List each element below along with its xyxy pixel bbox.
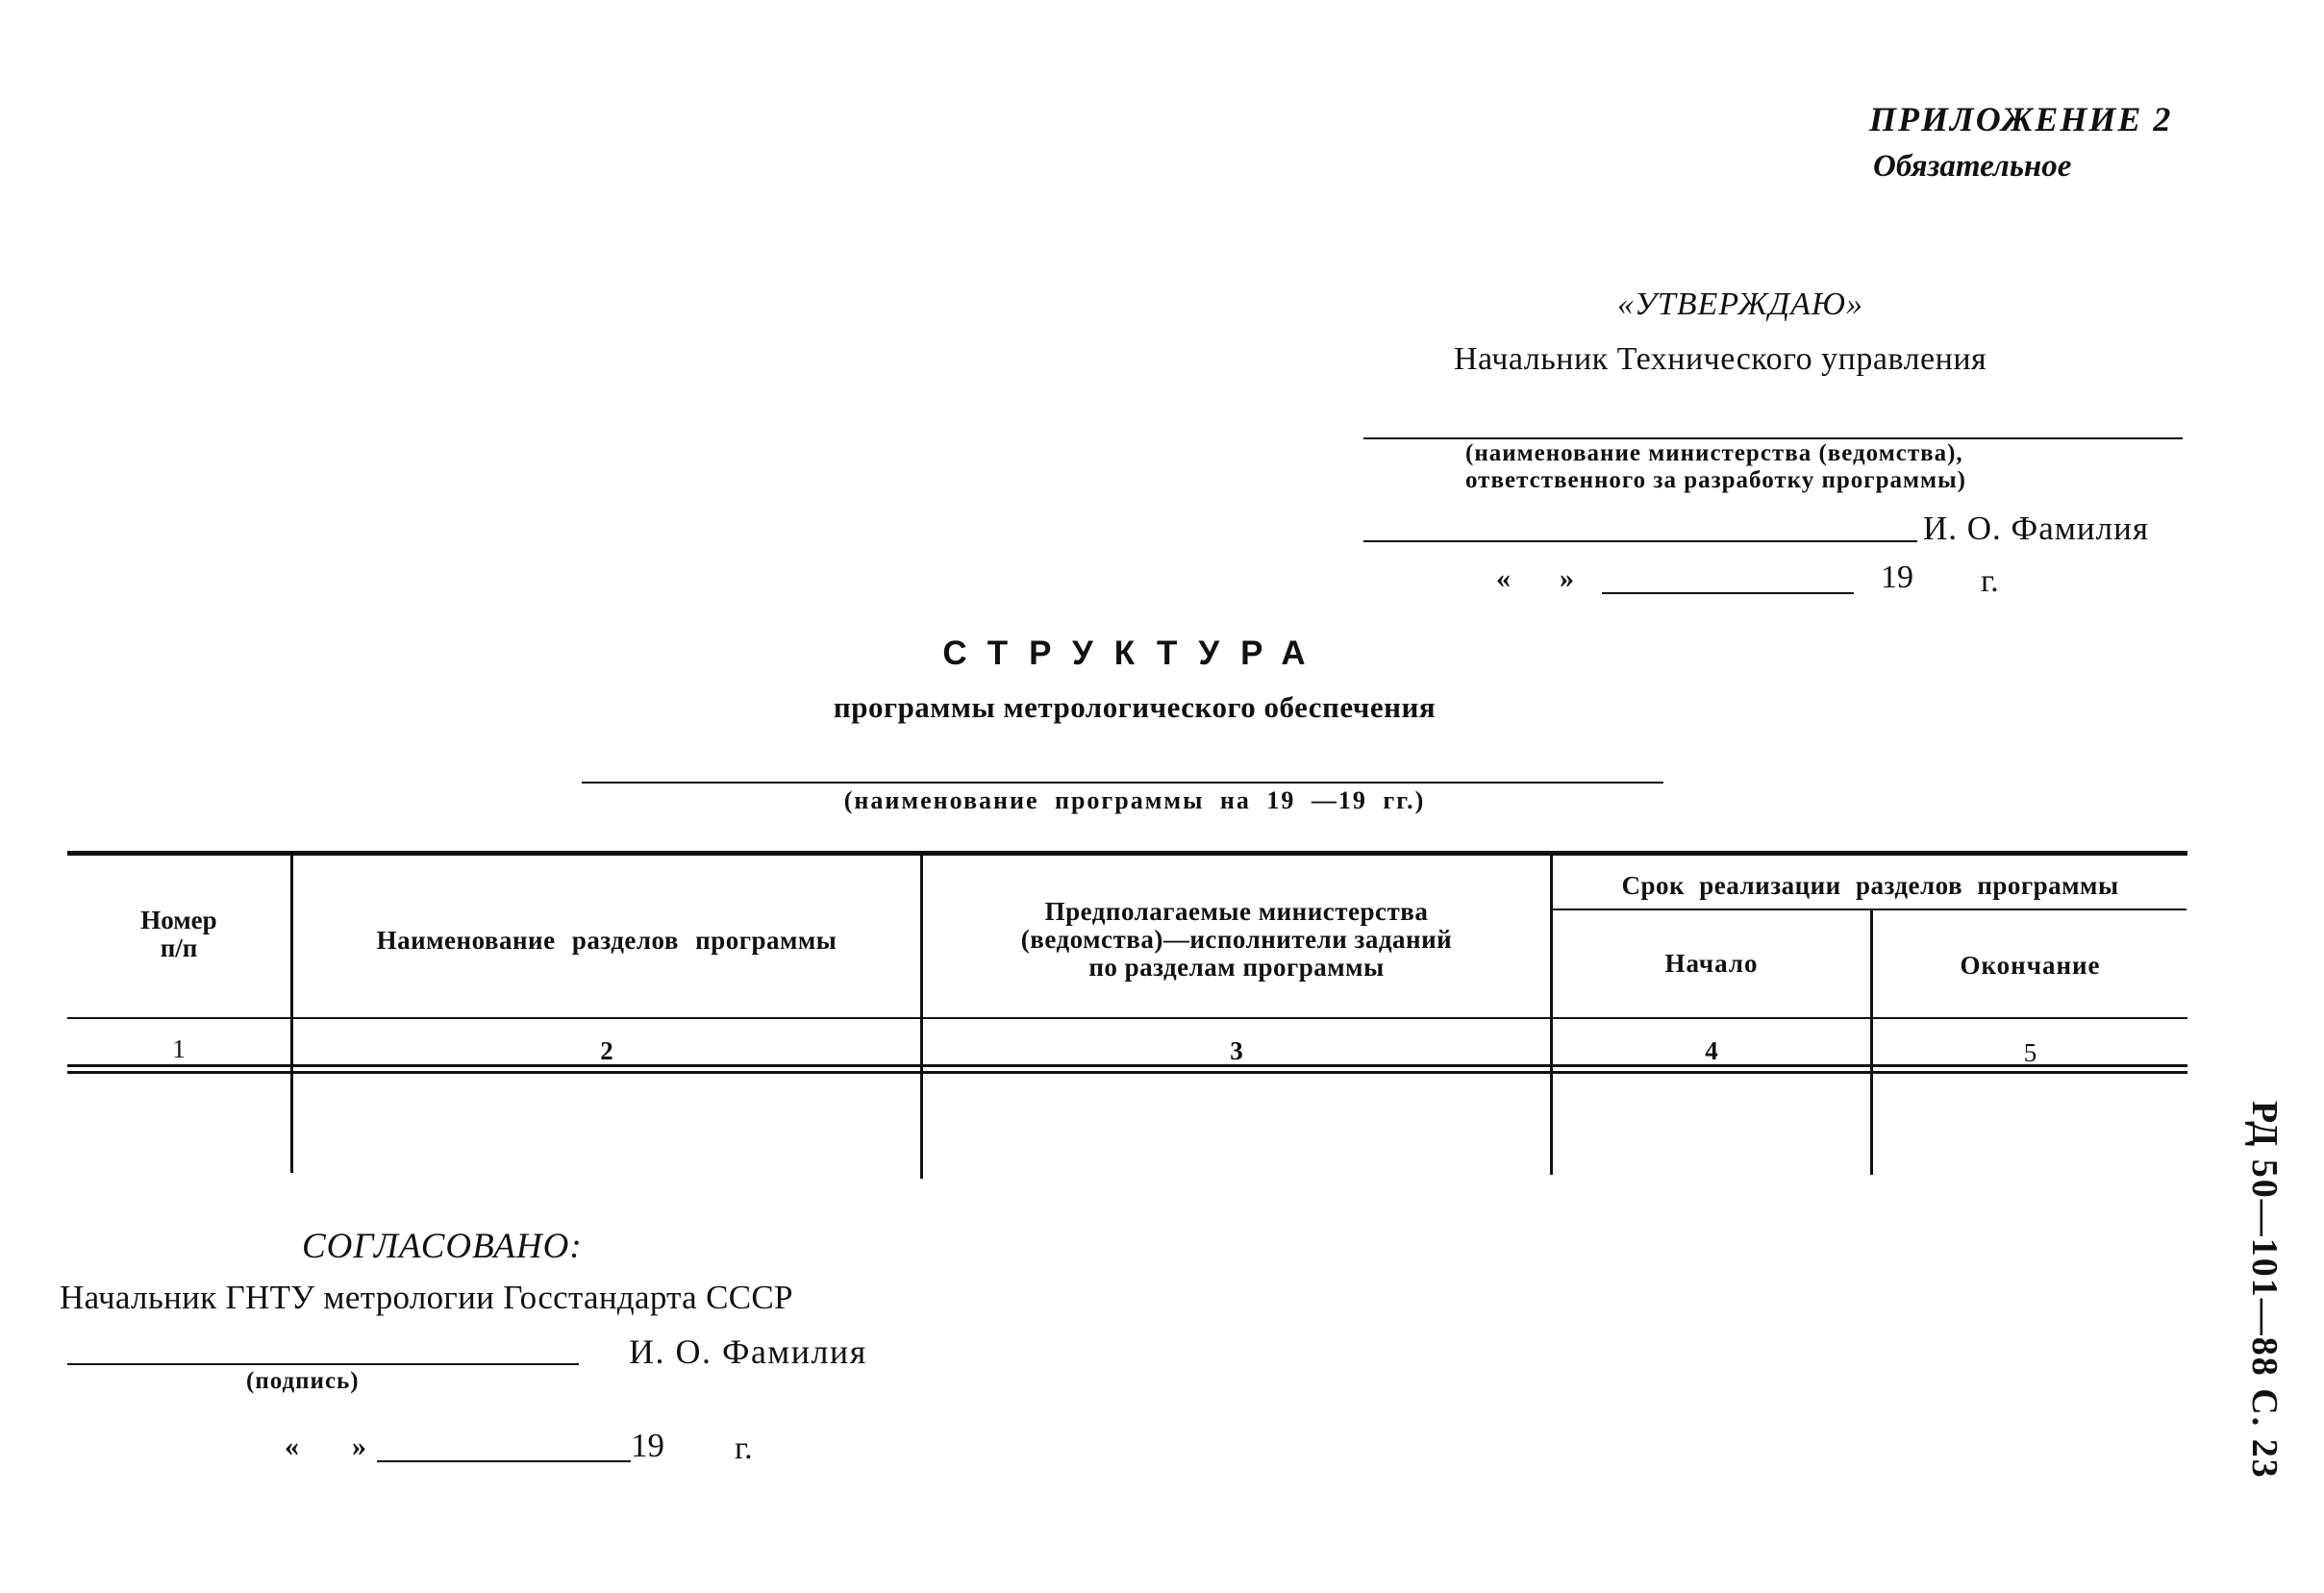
col-number-header-line2: п/п bbox=[160, 933, 198, 962]
ministry-caption-line1: (наименование министерства (ведомства), bbox=[1465, 440, 1963, 466]
approval-position: Начальник Технического управления bbox=[1454, 341, 1987, 377]
col-end-header: Окончание bbox=[1960, 951, 2101, 980]
col-sections-header: Наименование разделов программы bbox=[376, 926, 837, 955]
approval-date-line bbox=[1602, 592, 1854, 594]
appendix-title: ПРИЛОЖЕНИЕ 2 bbox=[1869, 100, 2173, 138]
number-row-line-2 bbox=[67, 1071, 2187, 1074]
col-executors-header-line3: по разделам программы bbox=[1088, 953, 1385, 982]
agreement-position: Начальник ГНТУ метрологии Госстандарта СССР bbox=[60, 1279, 793, 1316]
agreement-date-line bbox=[377, 1460, 631, 1462]
table-vline-1 bbox=[290, 854, 293, 1173]
approval-label: «УТВЕРЖДАЮ» bbox=[1617, 286, 1863, 322]
doc-title: СТРУКТУРА bbox=[942, 635, 1327, 672]
col-executors-header bbox=[923, 898, 1550, 982]
agreement-year-suffix: г. bbox=[735, 1431, 753, 1466]
agreement-date-open: « bbox=[285, 1431, 299, 1462]
program-caption: (наименование программы на 19 —19 гг.) bbox=[843, 786, 1426, 814]
col-number-index: 1 bbox=[172, 1034, 186, 1063]
agreement-label: СОГЛАСОВАНО: bbox=[302, 1227, 583, 1266]
approval-date-open: « bbox=[1496, 562, 1511, 594]
group-header-line bbox=[1552, 909, 2187, 910]
ministry-line bbox=[1363, 437, 2183, 439]
col-start-index: 4 bbox=[1705, 1036, 1718, 1065]
agreement-date-close: » bbox=[352, 1431, 366, 1462]
col-sections-index: 2 bbox=[600, 1036, 613, 1065]
doc-subtitle: программы метрологического обеспечения bbox=[833, 690, 1437, 724]
program-name-line bbox=[582, 782, 1663, 784]
table-top-border bbox=[67, 851, 2187, 856]
col-executors-header-line2: (ведомства)—исполнители заданий bbox=[1020, 925, 1453, 954]
approval-name: И. О. Фамилия bbox=[1923, 510, 2149, 547]
signature-caption: (подпись) bbox=[246, 1368, 360, 1394]
approval-year: 19 bbox=[1881, 560, 1913, 595]
ministry-caption-line2: ответственного за разработку программы) bbox=[1465, 467, 1966, 493]
col-executors-index: 3 bbox=[1230, 1036, 1243, 1065]
agreement-name: И. О. Фамилия bbox=[629, 1332, 867, 1371]
col-deadline-group-header: Срок реализации разделов программы bbox=[1621, 871, 2119, 900]
approval-year-suffix: г. bbox=[1981, 563, 1999, 599]
agreement-signature-line bbox=[67, 1363, 579, 1365]
col-executors-header-line1: Предполагаемые министерства bbox=[1044, 897, 1429, 926]
col-start-header: Начало bbox=[1664, 949, 1759, 978]
col-number-header bbox=[67, 907, 290, 962]
col-end-index: 5 bbox=[2023, 1038, 2037, 1067]
header-bottom-line bbox=[67, 1017, 2187, 1019]
col-number-header-line1: Номер bbox=[140, 906, 217, 934]
table-vline-3 bbox=[1550, 854, 1553, 1175]
approval-date-close: » bbox=[1560, 562, 1574, 594]
agreement-year: 19 bbox=[631, 1427, 664, 1464]
appendix-subtitle: Обязательное bbox=[1873, 149, 2072, 184]
approval-signature-line bbox=[1363, 540, 1917, 542]
document-code-label: РД 50—101—88 С. 23 bbox=[2244, 1101, 2285, 1480]
